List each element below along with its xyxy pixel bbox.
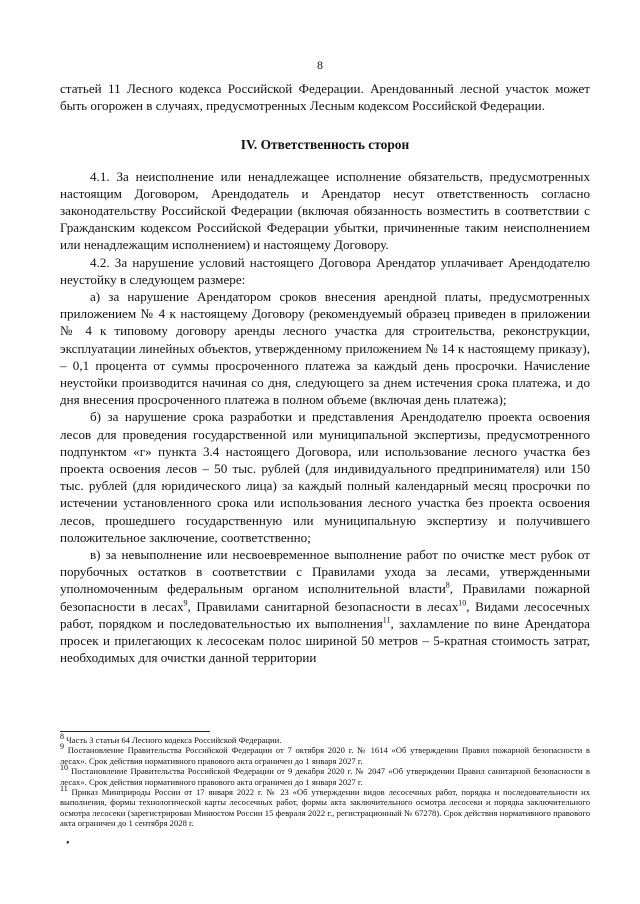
footnote-ref: 8 [445,581,450,591]
clause-4-2-v [60,546,590,666]
clause-text: , Видами лесосечных работ, порядком и последовательностью их выполнения [60,598,590,631]
clause-text: , Правилами санитарной безопасности в лесах [187,598,459,614]
footnote-number: 11 [60,784,68,794]
paragraph-continuation: статьей 11 Лесного кодекса Российской Федерации. Арендованный лесной участок может быть огорожен в случаях, предусмотренных Лесным кодексом Российской Федерации. [60,81,590,114]
scan-mark: • [66,838,70,849]
footnote-text: Приказ Минприроды России от 17 января 2022 г. № 23 «Об утверждении видов лесосечных работ, порядка и последовательности их выполнения, формы технологической карты лесосечных работ, формы акта заключительного осмотра лесосеки и порядка заключительного осмотра лесосеки (зарегистрирован Минюстом России 15 февраля 2022 г., регистрационный № 67278). Срок действия нормативного правового акта ограничен до 1 сентября 2028 г. [60,787,590,829]
clause-text: , Правилами пожарной безопасности в лесах [60,581,590,614]
clause-4-1: 4.1. За неисполнение или ненадлежащее исполнение обязательств, предусмотренных настоящим Договором, Арендодатель и Арендатор несут ответственность согласно законодательству Российской Федерации (включая обязанность возместить в соответствии с Гражданским кодексом Российской Федерации убытки, причиненные таким неисполнением или ненадлежащим исполнением) и настоящему Договору. [60,168,590,253]
footnote-ref: 11 [382,615,391,625]
clause-4-2-b: б) за нарушение срока разработки и представления Арендодателю проекта освоения лесов для проведения государственной или муниципальной экспертизы, предусмотренного подпунктом «г» пункта 3.4 настоящего Договора, или использование лесного участка без проекта освоения лесов – 50 тыс. рублей (для индивидуального предпринимателя) или 150 тыс. рублей (для юридического лица) за каждый полный календарный месяц просрочки по истечении установленного срока или использования лесного участка без проекта освоения лесов, прошедшего государственную или муниципальную экспертизу и получившего положительное заключение, соответственно; [60,409,590,545]
footnote-ref: 9 [183,598,188,608]
clause-4-2-a: а) за нарушение Арендатором сроков внесения арендной платы, предусмотренных приложением № 4 к настоящему Договору (рекомендуемый образец приведен в приложении № 4 к типовому договору аренды лесного участка для строительства, реконструкции, эксплуатации линейных объектов, утвержденному приложением № 14 к настоящему приказу), – 0,1 процента от суммы просроченного платежа за каждый день просрочки. Начисление неустойки производится начиная со дня, следующего за днем истечения срока платежа, и до дня внесения просроченного платежа в полном объеме (включая день платежа); [60,289,590,408]
footnote-text: Часть 3 статьи 64 Лесного кодекса Российской Федерации. [64,735,282,745]
footnote [60,784,590,829]
footnote-number: 9 [60,742,64,752]
footnote [60,763,590,787]
clause-text: в) за невыполнение или несвоевременное выполнение работ по очистке мест рубок от порубочных остатков в соответствии с Правилами ухода за лесами, утвержденными уполномоченным федеральным органом исполнительной власти [60,547,590,597]
clause-text: , захламление по вине Арендатора просек и прилегающих к лесосекам полос шириной 50 метров – 5-кратная стоимость затрат, необходимых для очистки данной территории [60,615,590,666]
footnote-separator [60,731,210,732]
footnote [60,742,590,766]
footnotes [60,732,590,829]
footnote-number: 10 [60,763,68,773]
footnote-number: 8 [60,732,64,742]
footnote-text: Постановление Правительства Российской Федерации от 7 октября 2020 г. № 1614 «Об утверждении Правил пожарной безопасности в лесах». Срок действия нормативного правового акта ограничен до 1 января 2027 г. [60,745,590,766]
footnote [60,732,590,745]
footnote-ref: 10 [458,598,467,608]
footnote-text: Постановление Правительства Российской Федерации от 9 декабря 2020 г. № 2047 «Об утверждении Правил санитарной безопасности в лесах». Срок действия нормативного правового акта ограничен до 1 января 2027 г. [60,766,590,787]
document-body [60,80,590,667]
clause-4-2: 4.2. За нарушение условий настоящего Договора Арендатор уплачивает Арендодателю неустойку в следующем размере: [60,254,590,287]
section-heading: IV. Ответственность сторон [240,137,410,153]
page-number: 8 [317,58,323,72]
